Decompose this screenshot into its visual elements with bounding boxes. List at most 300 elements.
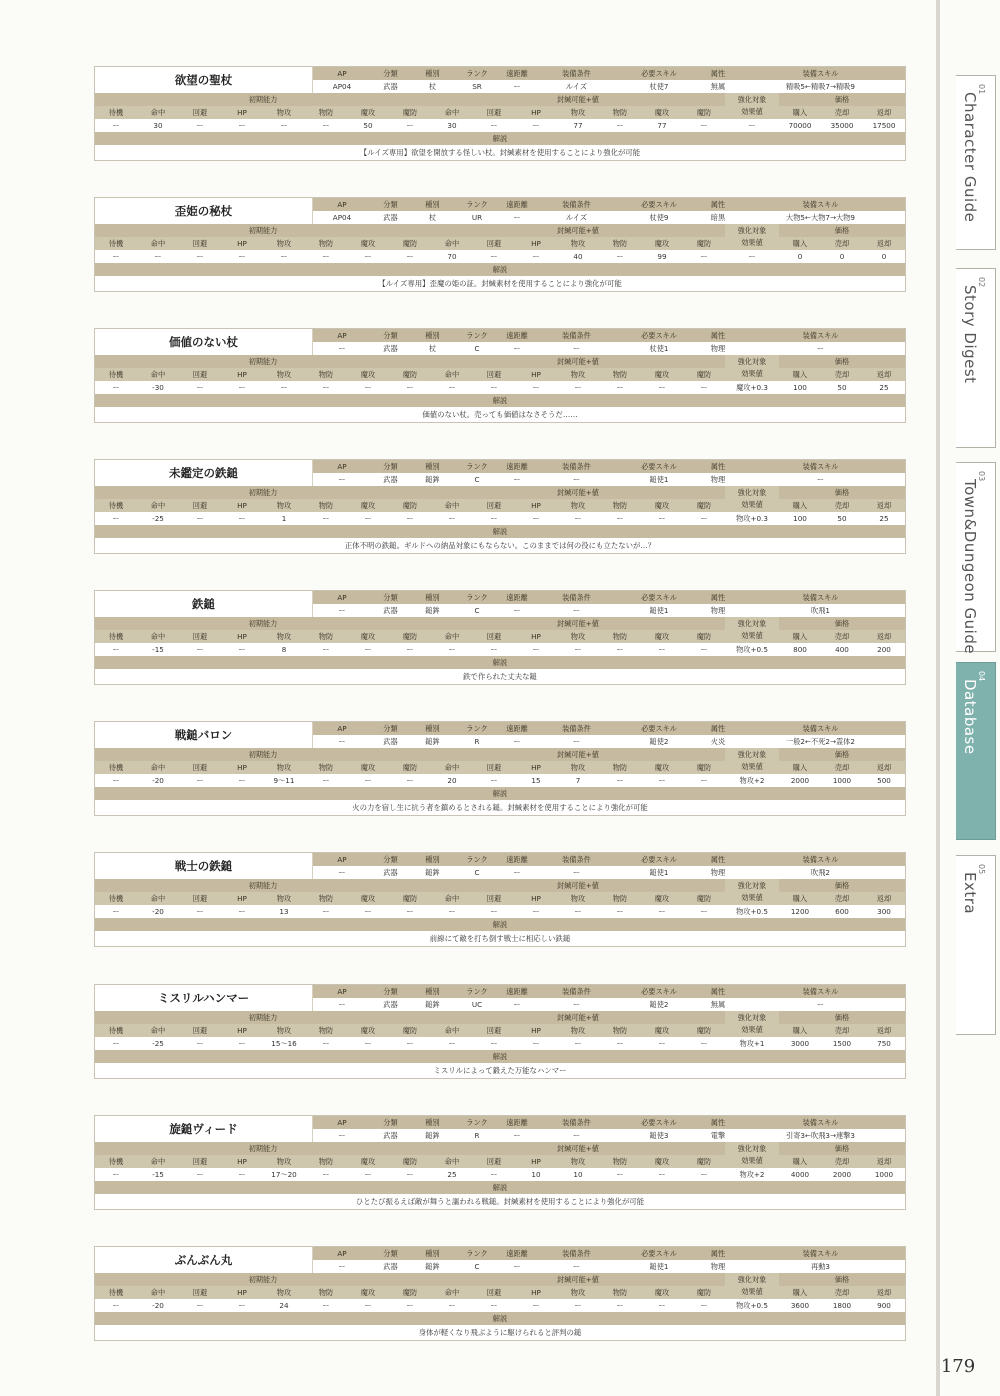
stat-label: 回避 bbox=[179, 1155, 221, 1168]
price-header: 価格 bbox=[779, 617, 905, 630]
initial-stat-value: ー bbox=[95, 905, 137, 918]
seal-stat-value: 10 bbox=[557, 1168, 599, 1181]
seal-stat-label: 物攻 bbox=[557, 237, 599, 250]
seal-stat-label: HP bbox=[515, 106, 557, 119]
info-value-ap: ー bbox=[313, 866, 371, 879]
stat-label: 物攻 bbox=[263, 1155, 305, 1168]
seal-stat-value: ー bbox=[431, 905, 473, 918]
info-value-equip-skill: 吹飛2 bbox=[736, 866, 905, 879]
seal-stat-label: 魔攻 bbox=[641, 106, 683, 119]
seal-stat-value: ー bbox=[683, 512, 725, 525]
price-value: 0 bbox=[779, 250, 821, 263]
seal-stat-label: 回避 bbox=[473, 1155, 515, 1168]
price-value: 100 bbox=[779, 512, 821, 525]
info-header: 装備スキル bbox=[736, 591, 905, 604]
stat-label: 物防 bbox=[305, 761, 347, 774]
stat-label: 待機 bbox=[95, 1155, 137, 1168]
seal-stat-label: 物攻 bbox=[557, 761, 599, 774]
info-value-req-skill: 鎚使1 bbox=[618, 473, 700, 486]
info-header: AP bbox=[313, 853, 371, 866]
seal-stat-value: ー bbox=[641, 774, 683, 787]
price-header: 価格 bbox=[779, 1011, 905, 1024]
stat-label: 物防 bbox=[305, 106, 347, 119]
info-value-equip-cond: ー bbox=[535, 604, 618, 617]
seal-stats-header: 封緘可能+値 bbox=[431, 748, 725, 761]
stat-label: 回避 bbox=[179, 1286, 221, 1299]
seal-stat-value: ー bbox=[515, 1037, 557, 1050]
seal-stat-value: ー bbox=[431, 643, 473, 656]
info-header: 装備条件 bbox=[535, 1116, 618, 1129]
seal-stat-label: 回避 bbox=[473, 237, 515, 250]
info-header: 装備条件 bbox=[535, 853, 618, 866]
info-header: 属性 bbox=[700, 1247, 736, 1260]
item-card bbox=[94, 984, 906, 1079]
stat-label: 物攻 bbox=[263, 630, 305, 643]
stat-label: 命中 bbox=[137, 368, 179, 381]
enhance-value: ー bbox=[725, 250, 779, 263]
info-value-attribute: 物理 bbox=[700, 473, 736, 486]
stat-label: 待機 bbox=[95, 499, 137, 512]
info-header: 属性 bbox=[700, 591, 736, 604]
info-value-ap: AP04 bbox=[313, 80, 371, 93]
seal-stat-value: ー bbox=[515, 512, 557, 525]
stat-label: 待機 bbox=[95, 1286, 137, 1299]
info-header: 装備条件 bbox=[535, 198, 618, 211]
stat-label: HP bbox=[221, 892, 263, 905]
initial-stat-value: ー bbox=[347, 512, 389, 525]
info-value-type: 杖 bbox=[410, 80, 455, 93]
info-value-equip-cond: ー bbox=[535, 473, 618, 486]
info-header: 遠距離 bbox=[499, 1247, 535, 1260]
seal-stat-label: 魔防 bbox=[683, 761, 725, 774]
info-value-attribute: 電撃 bbox=[700, 1129, 736, 1142]
chapter-tab-extra[interactable] bbox=[956, 855, 996, 1035]
info-value-rank: R bbox=[455, 1129, 499, 1142]
seal-stat-value: ー bbox=[683, 1037, 725, 1050]
stat-label: 回避 bbox=[179, 892, 221, 905]
initial-stat-value: ー bbox=[137, 250, 179, 263]
seal-stats-header: 封緘可能+値 bbox=[431, 93, 725, 106]
stat-label: 物攻 bbox=[263, 1286, 305, 1299]
seal-stat-label: 魔攻 bbox=[641, 630, 683, 643]
info-header: ランク bbox=[455, 329, 499, 342]
enhance-header: 強化対象 効果値 bbox=[725, 93, 779, 119]
seal-stat-label: 魔攻 bbox=[641, 1155, 683, 1168]
initial-stat-value: 30 bbox=[137, 119, 179, 132]
stat-label: 魔防 bbox=[389, 1155, 431, 1168]
initial-stat-value: 9～11 bbox=[263, 774, 305, 787]
info-value-req-skill: 鎚使2 bbox=[618, 735, 700, 748]
description-header: 解説 bbox=[95, 656, 905, 669]
initial-stat-value: 1 bbox=[263, 512, 305, 525]
item-card bbox=[94, 590, 906, 685]
stat-label: HP bbox=[221, 1286, 263, 1299]
chapter-tab-story-digest[interactable] bbox=[956, 268, 996, 448]
info-value-equip-cond: ー bbox=[535, 998, 618, 1011]
seal-stats-header: 封緘可能+値 bbox=[431, 224, 725, 237]
seal-stat-value: ー bbox=[473, 774, 515, 787]
seal-stat-label: 物防 bbox=[599, 892, 641, 905]
info-header: ランク bbox=[455, 1116, 499, 1129]
initial-stat-value: -20 bbox=[137, 1299, 179, 1312]
info-header: ランク bbox=[455, 198, 499, 211]
info-header: 分類 bbox=[371, 460, 410, 473]
info-header: 種別 bbox=[410, 198, 455, 211]
initial-stat-value: ー bbox=[347, 1299, 389, 1312]
initial-stat-value: 8 bbox=[263, 643, 305, 656]
chapter-tab-character-guide[interactable] bbox=[956, 75, 996, 250]
initial-stat-value: -15 bbox=[137, 1168, 179, 1181]
info-header: 装備条件 bbox=[535, 329, 618, 342]
price-label: 購入 bbox=[779, 1286, 821, 1299]
description-header: 解説 bbox=[95, 394, 905, 407]
enhance-header: 強化対象 効果値 bbox=[725, 486, 779, 512]
seal-stat-value: ー bbox=[599, 1037, 641, 1050]
initial-stat-value: ー bbox=[95, 1168, 137, 1181]
info-header: 遠距離 bbox=[499, 591, 535, 604]
seal-stat-label: 魔攻 bbox=[641, 1286, 683, 1299]
stat-label: 魔防 bbox=[389, 1024, 431, 1037]
initial-stat-value: ー bbox=[305, 1037, 347, 1050]
seal-stat-value: ー bbox=[473, 905, 515, 918]
initial-stat-value: ー bbox=[305, 250, 347, 263]
initial-stat-value: ー bbox=[179, 1299, 221, 1312]
stat-label: 命中 bbox=[137, 630, 179, 643]
initial-stats-header: 初期能力 bbox=[95, 486, 431, 499]
seal-stat-label: HP bbox=[515, 1155, 557, 1168]
seal-stat-label: 回避 bbox=[473, 892, 515, 905]
item-name: 鉄鎚 bbox=[95, 591, 313, 617]
price-label: 売却 bbox=[821, 368, 863, 381]
info-value-equip-cond: ー bbox=[535, 1260, 618, 1273]
seal-stat-value: ー bbox=[683, 774, 725, 787]
enhance-header: 強化対象 効果値 bbox=[725, 224, 779, 250]
stat-label: 物防 bbox=[305, 1155, 347, 1168]
info-header: ランク bbox=[455, 985, 499, 998]
info-value-req-skill: 鎚使1 bbox=[618, 1260, 700, 1273]
price-value: 200 bbox=[863, 643, 905, 656]
initial-stat-value: ー bbox=[95, 1299, 137, 1312]
info-value-range: ー bbox=[499, 1260, 535, 1273]
seal-stat-value: ー bbox=[599, 643, 641, 656]
price-label: 売却 bbox=[821, 499, 863, 512]
seal-stat-value: ー bbox=[599, 774, 641, 787]
initial-stat-value: ー bbox=[221, 774, 263, 787]
info-value-equip-cond: ルイズ bbox=[535, 211, 618, 224]
info-header: 必要スキル bbox=[618, 722, 700, 735]
price-label: 売却 bbox=[821, 1024, 863, 1037]
initial-stats-header: 初期能力 bbox=[95, 748, 431, 761]
info-value-range: ー bbox=[499, 342, 535, 355]
stat-label: 物防 bbox=[305, 1024, 347, 1037]
item-name: ぶんぶん丸 bbox=[95, 1247, 313, 1273]
item-card bbox=[94, 459, 906, 554]
initial-stat-value: 13 bbox=[263, 905, 305, 918]
enhance-header: 強化対象 効果値 bbox=[725, 879, 779, 905]
initial-stat-value: ー bbox=[389, 643, 431, 656]
seal-stat-label: HP bbox=[515, 499, 557, 512]
seal-stat-label: 物攻 bbox=[557, 630, 599, 643]
price-value: 1500 bbox=[821, 1037, 863, 1050]
initial-stat-value: ー bbox=[389, 1168, 431, 1181]
stat-label: 魔攻 bbox=[347, 368, 389, 381]
sidebar-spine bbox=[936, 0, 940, 1396]
seal-stat-label: 物防 bbox=[599, 761, 641, 774]
chapter-tab-number: 05 bbox=[977, 864, 986, 875]
info-header: 属性 bbox=[700, 985, 736, 998]
seal-stat-value: ー bbox=[557, 381, 599, 394]
enhance-value: 物攻+2 bbox=[725, 774, 779, 787]
item-card bbox=[94, 1246, 906, 1341]
initial-stat-value: ー bbox=[95, 119, 137, 132]
chapter-tab-number: 04 bbox=[977, 671, 986, 682]
stat-label: 待機 bbox=[95, 1024, 137, 1037]
seal-stat-value: 20 bbox=[431, 774, 473, 787]
info-value-ap: ー bbox=[313, 604, 371, 617]
seal-stat-value: ー bbox=[515, 1299, 557, 1312]
stat-label: 待機 bbox=[95, 630, 137, 643]
price-label: 購入 bbox=[779, 630, 821, 643]
stat-label: 待機 bbox=[95, 106, 137, 119]
seal-stat-value: ー bbox=[431, 1299, 473, 1312]
chapter-tab-number: 01 bbox=[977, 84, 986, 95]
price-label: 返却 bbox=[863, 761, 905, 774]
info-value-category: 武器 bbox=[371, 735, 410, 748]
price-label: 売却 bbox=[821, 630, 863, 643]
stat-label: 待機 bbox=[95, 761, 137, 774]
seal-stat-value: ー bbox=[515, 643, 557, 656]
chapter-tab-label: Extra bbox=[961, 872, 979, 915]
seal-stat-label: 魔攻 bbox=[641, 499, 683, 512]
price-value: 25 bbox=[863, 512, 905, 525]
info-value-ap: ー bbox=[313, 473, 371, 486]
info-value-attribute: 無属 bbox=[700, 80, 736, 93]
info-value-ap: ー bbox=[313, 1129, 371, 1142]
stat-label: 待機 bbox=[95, 237, 137, 250]
seal-stat-value: ー bbox=[641, 1037, 683, 1050]
seal-stat-value: ー bbox=[515, 381, 557, 394]
stat-label: 物攻 bbox=[263, 761, 305, 774]
initial-stat-value: ー bbox=[95, 250, 137, 263]
stat-label: 魔攻 bbox=[347, 499, 389, 512]
initial-stat-value: ー bbox=[389, 905, 431, 918]
initial-stat-value: ー bbox=[179, 643, 221, 656]
initial-stat-value: ー bbox=[305, 119, 347, 132]
stat-label: 命中 bbox=[137, 1155, 179, 1168]
info-value-type: 鎚鉾 bbox=[410, 1260, 455, 1273]
seal-stat-value: 7 bbox=[557, 774, 599, 787]
seal-stat-label: HP bbox=[515, 1024, 557, 1037]
info-value-rank: C bbox=[455, 342, 499, 355]
price-label: 購入 bbox=[779, 761, 821, 774]
info-value-equip-skill: 一般2←不死2→霊体2 bbox=[736, 735, 905, 748]
info-value-req-skill: 杖使7 bbox=[618, 80, 700, 93]
price-value: 1800 bbox=[821, 1299, 863, 1312]
info-header: 装備スキル bbox=[736, 853, 905, 866]
price-header: 価格 bbox=[779, 748, 905, 761]
seal-stat-label: 命中 bbox=[431, 1024, 473, 1037]
seal-stat-value: 99 bbox=[641, 250, 683, 263]
stat-label: 命中 bbox=[137, 1024, 179, 1037]
initial-stat-value: ー bbox=[263, 381, 305, 394]
info-header: AP bbox=[313, 591, 371, 604]
price-value: 1000 bbox=[863, 1168, 905, 1181]
price-header: 価格 bbox=[779, 486, 905, 499]
info-header: 装備条件 bbox=[535, 1247, 618, 1260]
stat-label: 魔攻 bbox=[347, 630, 389, 643]
price-label: 購入 bbox=[779, 1155, 821, 1168]
seal-stat-value: ー bbox=[599, 1299, 641, 1312]
price-value: 2000 bbox=[779, 774, 821, 787]
seal-stat-value: 77 bbox=[641, 119, 683, 132]
info-header: 遠距離 bbox=[499, 198, 535, 211]
initial-stat-value: 17～20 bbox=[263, 1168, 305, 1181]
page-number: 179 bbox=[940, 1356, 976, 1377]
info-value-range: ー bbox=[499, 473, 535, 486]
seal-stat-label: HP bbox=[515, 237, 557, 250]
enhance-value: 物攻+0.3 bbox=[725, 512, 779, 525]
seal-stat-value: ー bbox=[599, 381, 641, 394]
initial-stat-value: ー bbox=[347, 381, 389, 394]
seal-stat-label: 魔防 bbox=[683, 237, 725, 250]
info-header: AP bbox=[313, 722, 371, 735]
info-value-rank: UR bbox=[455, 211, 499, 224]
info-header: 分類 bbox=[371, 1247, 410, 1260]
info-value-range: ー bbox=[499, 866, 535, 879]
item-description: 前線にて敵を打ち倒す戦士に相応しい鉄鎚 bbox=[429, 934, 571, 943]
description-header: 解説 bbox=[95, 525, 905, 538]
seal-stat-value: ー bbox=[431, 512, 473, 525]
price-value: 1200 bbox=[779, 905, 821, 918]
info-header: 属性 bbox=[700, 198, 736, 211]
info-header: 遠距離 bbox=[499, 985, 535, 998]
seal-stat-label: 物防 bbox=[599, 1024, 641, 1037]
item-description: 鉄で作られた丈夫な鎚 bbox=[463, 672, 537, 681]
initial-stat-value: ー bbox=[221, 1168, 263, 1181]
seal-stat-value: ー bbox=[683, 1299, 725, 1312]
info-header: ランク bbox=[455, 853, 499, 866]
seal-stat-label: HP bbox=[515, 892, 557, 905]
enhance-header: 強化対象 効果値 bbox=[725, 1273, 779, 1299]
info-header: 種別 bbox=[410, 1247, 455, 1260]
seal-stat-label: 命中 bbox=[431, 237, 473, 250]
chapter-tab-database[interactable] bbox=[956, 662, 996, 840]
initial-stat-value: ー bbox=[179, 774, 221, 787]
info-header: 分類 bbox=[371, 329, 410, 342]
info-header: 遠距離 bbox=[499, 67, 535, 80]
seal-stats-header: 封緘可能+値 bbox=[431, 486, 725, 499]
info-header: ランク bbox=[455, 67, 499, 80]
item-description: 火の力を宿し生に抗う者を鎮めるとされる鎚。封緘素材を使用することにより強化が可能 bbox=[352, 803, 648, 812]
seal-stat-value: ー bbox=[473, 1168, 515, 1181]
seal-stat-value: ー bbox=[431, 381, 473, 394]
item-description: 正体不明の鉄鎚。ギルドへの納品対象にもならない。このままでは何の役にも立たないが…？ bbox=[344, 541, 656, 550]
seal-stat-value: ー bbox=[557, 512, 599, 525]
info-header: 必要スキル bbox=[618, 329, 700, 342]
item-card bbox=[94, 328, 906, 423]
info-header: 装備スキル bbox=[736, 1116, 905, 1129]
initial-stat-value: ー bbox=[263, 119, 305, 132]
initial-stat-value: ー bbox=[95, 774, 137, 787]
stat-label: 命中 bbox=[137, 237, 179, 250]
price-label: 売却 bbox=[821, 1286, 863, 1299]
info-value-equip-cond: ー bbox=[535, 1129, 618, 1142]
stat-label: HP bbox=[221, 368, 263, 381]
item-description: 【ルイズ専用】歪魔の姫の証。封緘素材を使用することにより強化が可能 bbox=[378, 279, 622, 288]
seal-stat-value: ー bbox=[473, 250, 515, 263]
initial-stat-value: ー bbox=[389, 381, 431, 394]
initial-stat-value: 24 bbox=[263, 1299, 305, 1312]
description-header: 解説 bbox=[95, 1050, 905, 1063]
info-header: 装備条件 bbox=[535, 460, 618, 473]
stat-label: 魔防 bbox=[389, 499, 431, 512]
initial-stat-value: -30 bbox=[137, 381, 179, 394]
stat-label: 命中 bbox=[137, 892, 179, 905]
enhance-header: 強化対象 効果値 bbox=[725, 355, 779, 381]
info-value-range: ー bbox=[499, 80, 535, 93]
stat-label: 物攻 bbox=[263, 106, 305, 119]
stat-label: 魔攻 bbox=[347, 892, 389, 905]
initial-stat-value: ー bbox=[305, 1299, 347, 1312]
info-header: 分類 bbox=[371, 198, 410, 211]
seal-stat-label: 魔防 bbox=[683, 368, 725, 381]
stat-label: 回避 bbox=[179, 761, 221, 774]
stat-label: 物攻 bbox=[263, 1024, 305, 1037]
seal-stats-header: 封緘可能+値 bbox=[431, 355, 725, 368]
info-header: 必要スキル bbox=[618, 67, 700, 80]
seal-stat-value: ー bbox=[641, 1299, 683, 1312]
initial-stat-value: -15 bbox=[137, 643, 179, 656]
info-value-equip-skill: 再動3 bbox=[736, 1260, 905, 1273]
item-description: ミスリルによって鍛えた万能なハンマー bbox=[433, 1066, 567, 1075]
item-description: 身体が軽くなり飛ぶように駆けられると評判の鎚 bbox=[418, 1328, 582, 1337]
info-value-category: 武器 bbox=[371, 342, 410, 355]
item-description: 【ルイズ専用】欲望を開放する怪しい杖。封緘素材を使用することにより強化が可能 bbox=[359, 148, 641, 157]
info-header: 遠距離 bbox=[499, 329, 535, 342]
info-header: AP bbox=[313, 1116, 371, 1129]
info-header: AP bbox=[313, 460, 371, 473]
item-description: ひとたび振るえば敵が舞うと謳われる戦鎚。封緘素材を使用することにより強化が可能 bbox=[355, 1197, 645, 1206]
seal-stat-value: ー bbox=[683, 1168, 725, 1181]
info-header: 装備スキル bbox=[736, 722, 905, 735]
seal-stat-value: ー bbox=[473, 1037, 515, 1050]
seal-stat-label: 魔防 bbox=[683, 1155, 725, 1168]
seal-stat-label: 命中 bbox=[431, 499, 473, 512]
seal-stats-header: 封緘可能+値 bbox=[431, 617, 725, 630]
seal-stat-value: ー bbox=[599, 250, 641, 263]
seal-stat-value: 30 bbox=[431, 119, 473, 132]
seal-stat-value: ー bbox=[473, 119, 515, 132]
seal-stat-value: 70 bbox=[431, 250, 473, 263]
enhance-header: 強化対象 効果値 bbox=[725, 1142, 779, 1168]
initial-stats-header: 初期能力 bbox=[95, 617, 431, 630]
stat-label: 回避 bbox=[179, 630, 221, 643]
info-header: ランク bbox=[455, 722, 499, 735]
info-value-equip-skill: ー bbox=[736, 342, 905, 355]
info-header: 装備スキル bbox=[736, 67, 905, 80]
initial-stat-value: ー bbox=[389, 512, 431, 525]
info-value-rank: C bbox=[455, 604, 499, 617]
initial-stat-value: ー bbox=[221, 1037, 263, 1050]
seal-stat-value: 10 bbox=[515, 1168, 557, 1181]
info-header: 装備条件 bbox=[535, 67, 618, 80]
chapter-tab-town-dungeon-guide[interactable] bbox=[956, 462, 996, 655]
info-header: 遠距離 bbox=[499, 1116, 535, 1129]
stat-label: 魔防 bbox=[389, 368, 431, 381]
seal-stat-value: ー bbox=[683, 905, 725, 918]
info-value-ap: AP04 bbox=[313, 211, 371, 224]
initial-stat-value: -25 bbox=[137, 512, 179, 525]
